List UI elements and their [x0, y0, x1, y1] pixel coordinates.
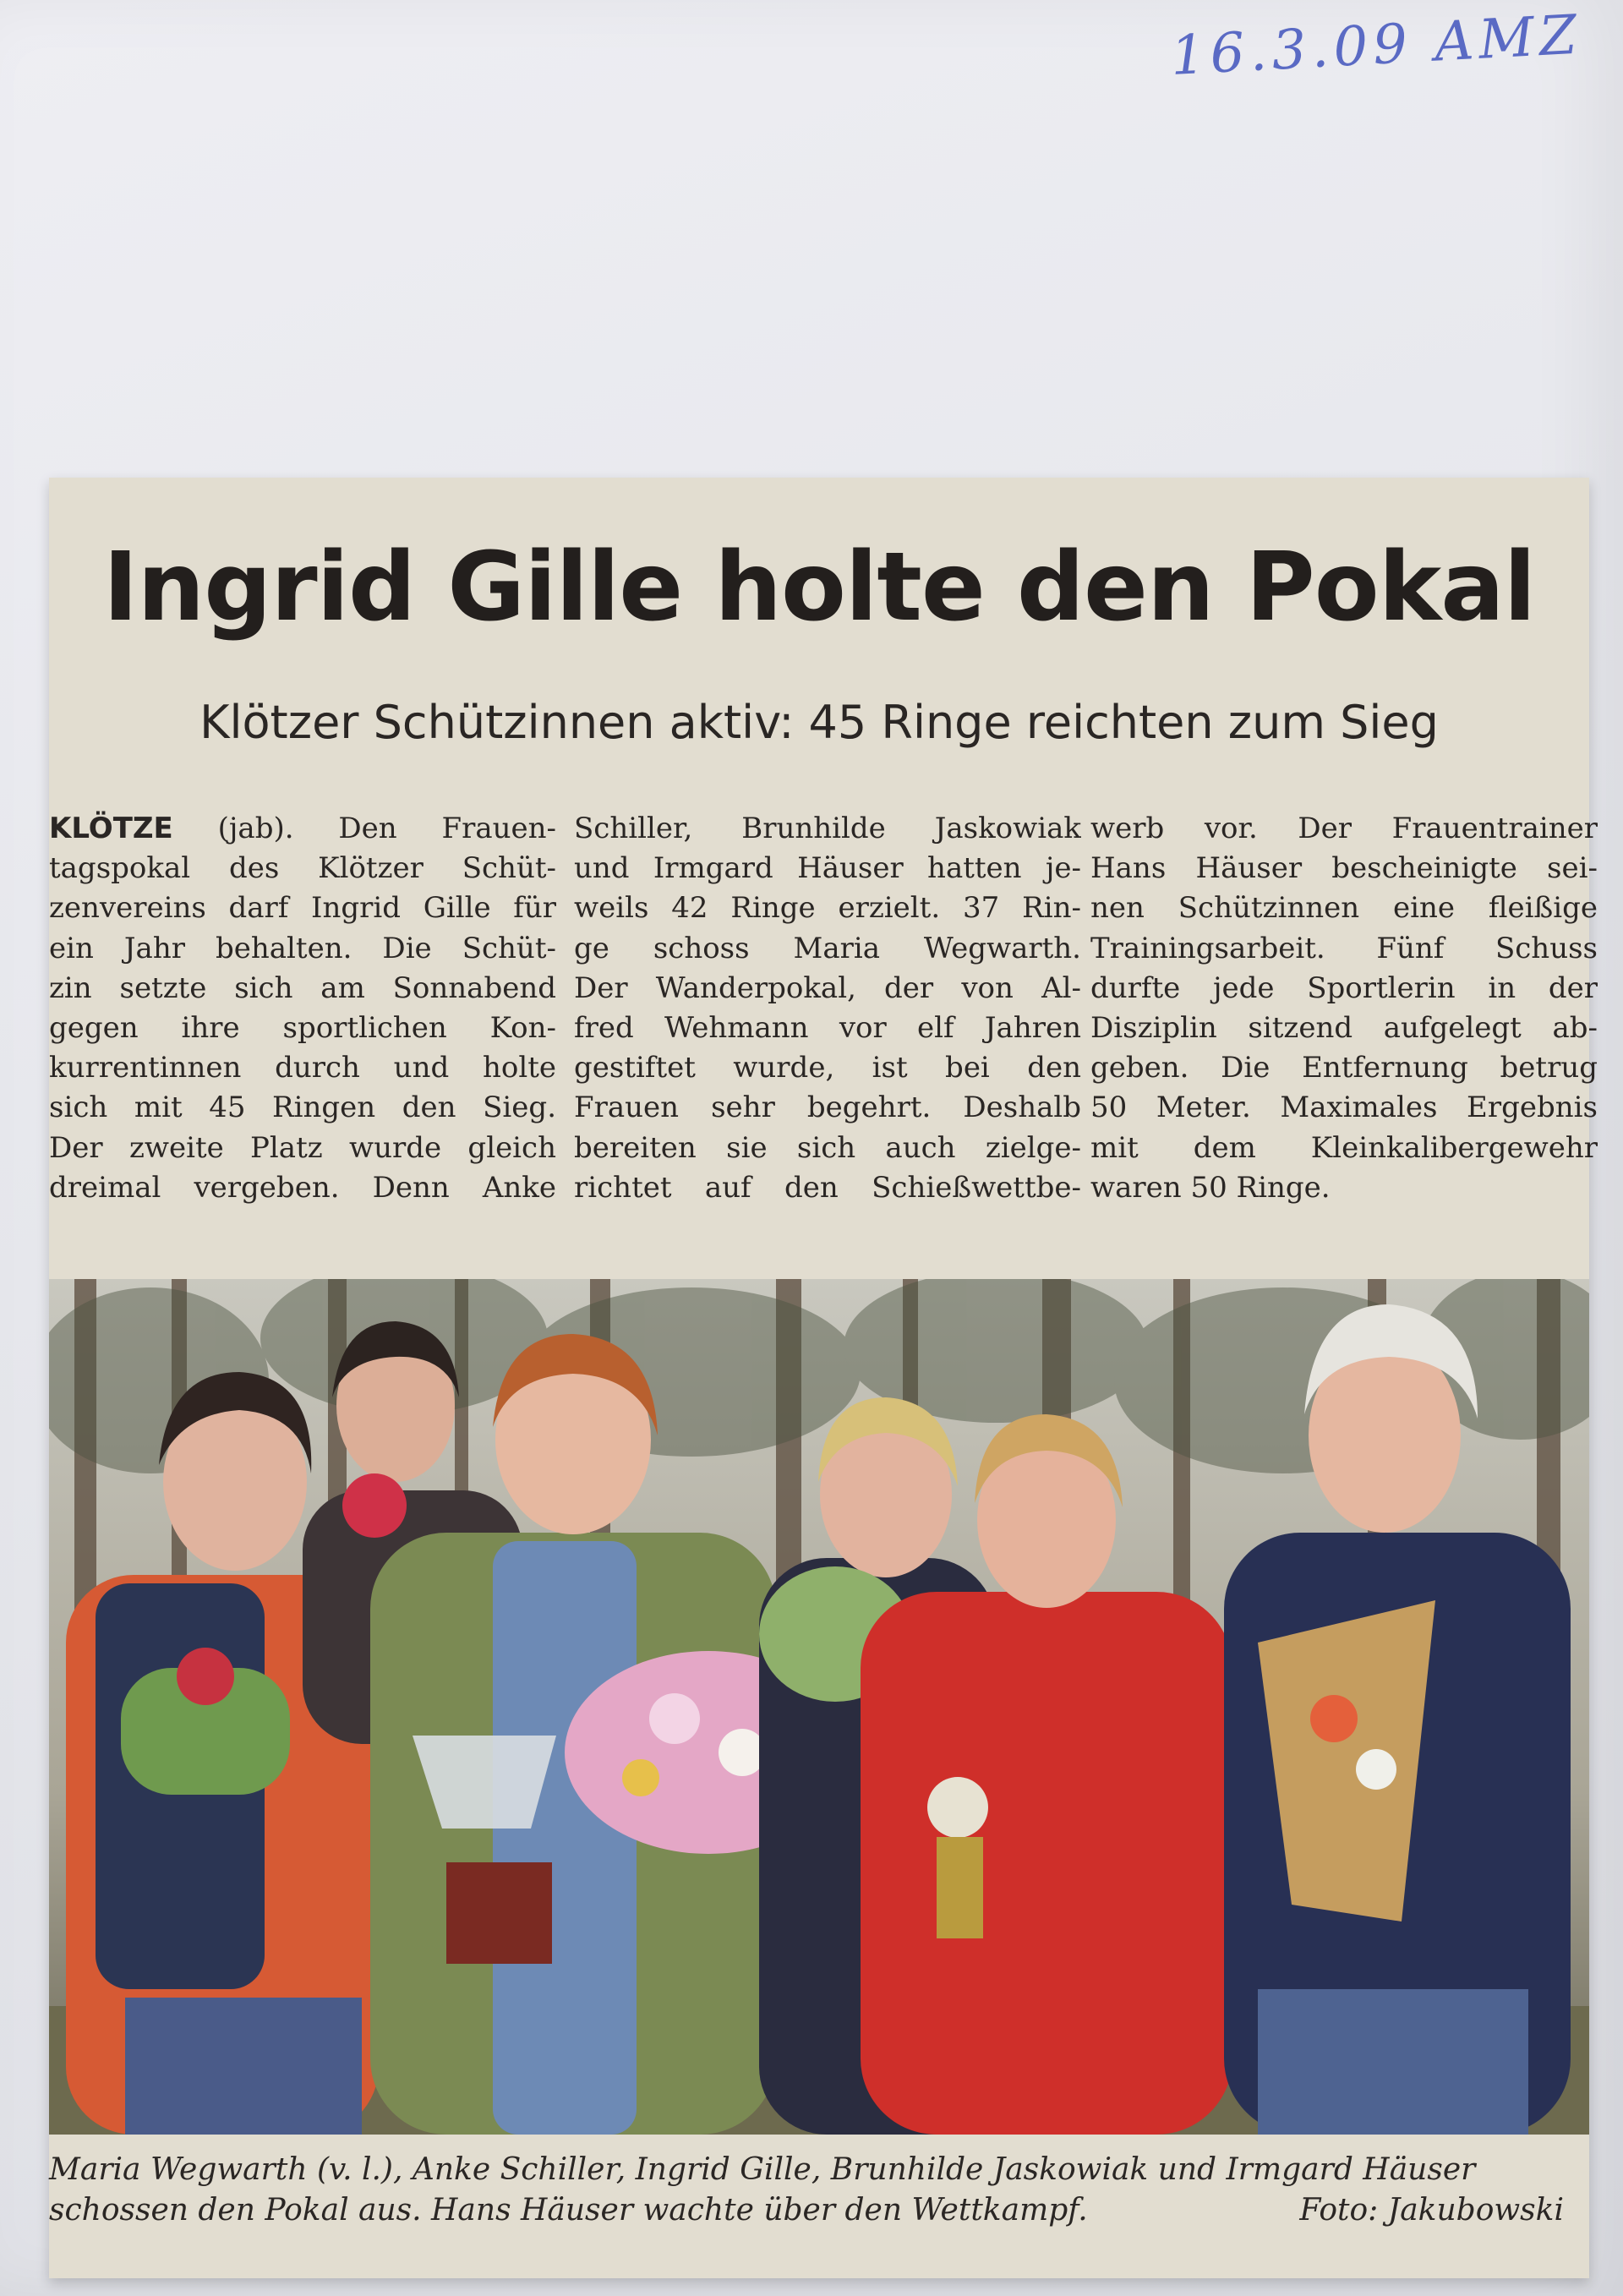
photo-caption	[49, 2150, 1589, 2243]
group-photo-illustration	[49, 1279, 1589, 2135]
column-line: ge schoss Maria Wegwarth.	[574, 931, 1081, 965]
column-line: sich mit 45 Ringen den Sieg.	[49, 1091, 556, 1125]
article-column-3	[1090, 809, 1598, 1232]
column-line: ein Jahr behalten. Die Schüt-	[49, 931, 556, 965]
article-column-1	[49, 809, 556, 1232]
column-line: zin setzte sich am Sonnabend	[49, 970, 556, 1005]
column-line: bereiten sie sich auch zielge-	[574, 1130, 1081, 1165]
column-line: weils 42 Ringe erzielt. 37 Rin-	[574, 891, 1081, 926]
column-line: Disziplin sitzend aufgelegt ab-	[1090, 1010, 1598, 1045]
column-line: Frauen sehr begehrt. Deshalb	[574, 1091, 1081, 1125]
column-line: mit dem Kleinkalibergewehr	[1090, 1130, 1598, 1165]
column-line: gestiftet wurde, ist bei den	[574, 1051, 1081, 1085]
column-line: gegen ihre sportlichen Kon-	[49, 1010, 556, 1045]
photo-credit: Foto: Jakubowski	[1299, 2193, 1564, 2228]
article-subheadline: Klötzer Schützinnen aktiv: 45 Ringe reichten zum Sieg	[199, 696, 1439, 749]
handwritten-date-note: 16.3.09 AMZ	[1169, 3, 1584, 88]
column-line: Trainingsarbeit. Fünf Schuss	[1090, 931, 1598, 965]
column-line: durfte jede Sportlerin in der	[1090, 970, 1598, 1005]
column-line: Schiller, Brunhilde Jaskowiak	[574, 812, 1081, 845]
caption-line: schossen den Pokal aus. Hans Häuser wachte über den Wettkampf.	[49, 2193, 1088, 2228]
column-line: KLÖTZE (jab). Den Frauen-	[49, 812, 556, 845]
column-line: kurrentinnen durch und holte	[49, 1051, 556, 1085]
article-headline: Ingrid Gille holte den Pokal	[102, 533, 1536, 642]
group-photo	[49, 1279, 1589, 2135]
column-line: fred Wehmann vor elf Jahren	[574, 1010, 1081, 1045]
newspaper-clipping	[49, 478, 1598, 2278]
caption-line: Maria Wegwarth (v. l.), Anke Schiller, Ingrid Gille, Brunhilde Jaskowiak und Irmgard Häuser	[49, 2152, 1476, 2187]
column-line: und Irmgard Häuser hatten je-	[574, 851, 1081, 886]
column-line: tagspokal des Klötzer Schüt-	[49, 851, 556, 886]
column-line: geben. Die Entfernung betrug	[1090, 1051, 1598, 1085]
column-line: nen Schützinnen eine fleißige	[1090, 891, 1598, 926]
column-line: werb vor. Der Frauentrainer	[1090, 812, 1598, 845]
article-column-2	[574, 809, 1081, 1232]
column-line: Der zweite Platz wurde gleich	[49, 1130, 556, 1165]
column-line: Der Wanderpokal, der von Al-	[574, 970, 1081, 1005]
column-line: dreimal vergeben. Denn Anke	[49, 1170, 556, 1205]
dateline: KLÖTZE	[49, 812, 173, 845]
column-line: richtet auf den Schießwettbe-	[574, 1170, 1081, 1205]
column-line: Hans Häuser bescheinigte sei-	[1090, 851, 1598, 886]
column-line: 50 Meter. Maximales Ergebnis	[1090, 1091, 1598, 1125]
column-line: zenvereins darf Ingrid Gille für	[49, 891, 556, 926]
column-line: waren 50 Ringe.	[1090, 1170, 1331, 1205]
